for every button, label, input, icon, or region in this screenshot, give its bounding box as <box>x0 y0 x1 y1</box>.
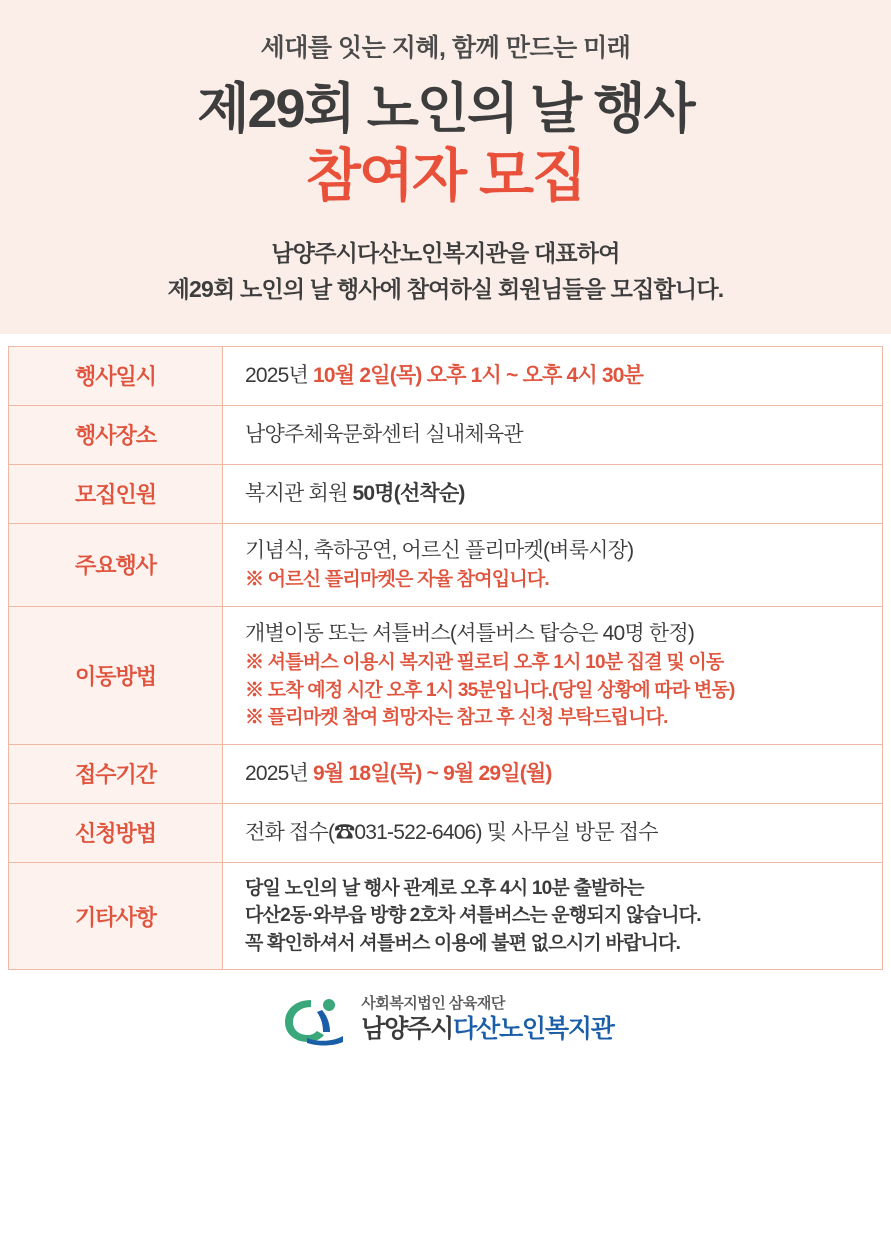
footer-org-prefix: 남양주시 <box>361 1015 454 1044</box>
poster-title-line1: 제29회 노인의 날 행사 <box>197 79 694 139</box>
table-row-line <box>245 566 864 594</box>
table-text-segment: 2025년 <box>245 363 314 387</box>
table-row-label: 기타사항 <box>9 863 223 970</box>
table-row-line <box>245 361 864 391</box>
table-row-line <box>245 479 864 509</box>
table-text-segment: 다산2동·와부읍 방향 2호차 셔틀버스는 운행되지 않습니다. <box>245 905 701 927</box>
table-row-value <box>223 745 882 803</box>
table-row <box>9 863 882 971</box>
table-row-value <box>223 804 882 862</box>
footer-logo <box>0 992 891 1048</box>
table-text-segment: 전화 접수(☎031-522-6406) 및 사무실 방문 접수 <box>245 820 658 844</box>
table-row-value <box>223 524 882 606</box>
table-row-value <box>223 406 882 464</box>
table-row <box>9 465 882 524</box>
table-row-line <box>245 619 864 649</box>
table-row-value <box>223 607 882 744</box>
table-row-line <box>245 649 864 677</box>
table-text-segment: 당일 노인의 날 행사 관계로 오후 4시 10분 출발하는 <box>245 877 644 899</box>
table-row-label: 모집인원 <box>9 465 223 523</box>
table-text-segment: 복지관 회원 <box>245 481 353 505</box>
foundation-logo-icon <box>277 992 349 1048</box>
footer-org-main <box>361 1014 613 1045</box>
table-row-line <box>245 677 864 705</box>
table-row-label: 주요행사 <box>9 524 223 606</box>
table-row-line <box>245 759 864 789</box>
table-text-segment: 50명(선착순) <box>352 481 465 505</box>
poster-subtitle-line2: 제29회 노인의 날 행사에 참여하실 회원님들을 모집합니다. <box>167 276 724 303</box>
table-row-line <box>245 902 864 930</box>
poster-kicker: 세대를 잇는 지혜, 함께 만드는 미래 <box>260 34 631 62</box>
table-row <box>9 406 882 465</box>
table-row-line <box>245 875 864 903</box>
table-text-segment: ※ 어르신 플리마켓은 자율 참여입니다. <box>245 569 549 591</box>
table-row <box>9 524 882 607</box>
table-row-label: 접수기간 <box>9 745 223 803</box>
footer-org-small: 사회복지법인 삼육재단 <box>361 995 505 1013</box>
table-text-segment: 2025년 <box>245 761 314 785</box>
table-text-segment: 꼭 확인하셔서 셔틀버스 이용에 불편 없으시기 바랍니다. <box>245 932 681 954</box>
table-row <box>9 804 882 863</box>
table-row-line <box>245 930 864 958</box>
table-text-segment: 개별이동 또는 셔틀버스(셔틀버스 탑승은 40명 한정) <box>245 621 695 645</box>
footer-org-accent: 다산노인복지관 <box>453 1015 614 1044</box>
table-text-segment: 기념식, 축하공연, 어르신 플리마켓(벼룩시장) <box>245 538 634 562</box>
table-text-segment: 10월 2일(목) 오후 1시 ~ 오후 4시 30분 <box>313 363 644 387</box>
footer-org-text <box>361 995 613 1045</box>
table-text-segment: ※ 플리마켓 참여 희망자는 참고 후 신청 부탁드립니다. <box>245 707 668 729</box>
table-row-line <box>245 818 864 848</box>
table-row-value <box>223 465 882 523</box>
poster-subtitle-line1: 남양주시다산노인복지관을 대표하여 <box>271 240 620 267</box>
table-row <box>9 347 882 406</box>
table-row-label: 신청방법 <box>9 804 223 862</box>
table-row-label: 행사일시 <box>9 347 223 405</box>
poster-header <box>0 0 891 334</box>
table-text-segment: 9월 18일(목) ~ 9월 29일(월) <box>313 761 552 785</box>
poster-title-line2: 참여자 모집 <box>305 144 586 209</box>
table-row-line <box>245 536 864 566</box>
table-row-value <box>223 347 882 405</box>
table-row <box>9 607 882 745</box>
table-row-line <box>245 420 864 450</box>
table-text-segment: ※ 셔틀버스 이용시 복지관 필로티 오후 1시 10분 집결 및 이동 <box>245 652 724 674</box>
table-row-line <box>245 704 864 732</box>
info-table <box>8 346 883 971</box>
table-row <box>9 745 882 804</box>
table-row-label: 행사장소 <box>9 406 223 464</box>
table-text-segment: 남양주체육문화센터 실내체육관 <box>245 422 523 446</box>
table-row-value <box>223 863 882 970</box>
poster-subtitle <box>0 236 891 307</box>
table-row-label: 이동방법 <box>9 607 223 744</box>
table-text-segment: ※ 도착 예정 시간 오후 1시 35분입니다.(당일 상황에 따라 변동) <box>245 679 735 701</box>
